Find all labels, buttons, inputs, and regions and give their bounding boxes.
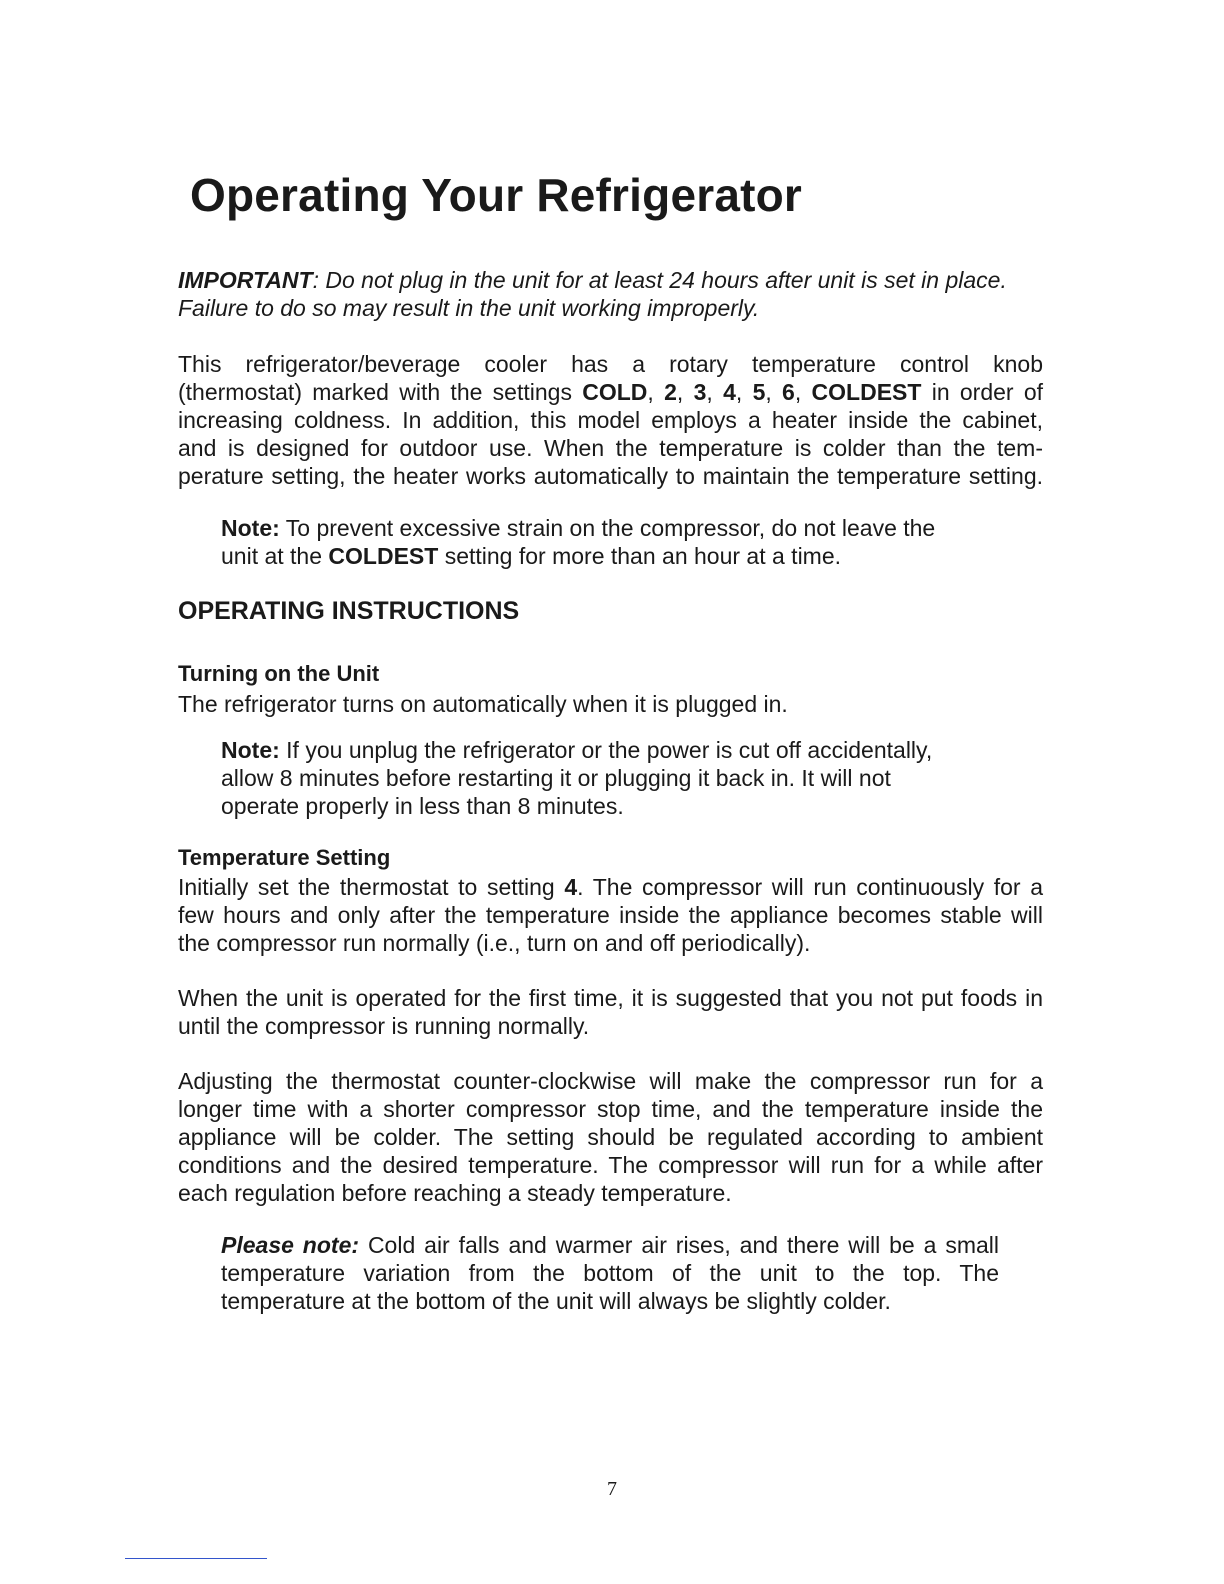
please-note-line-3: temperature at the bottom of the unit will always be slightly colder. [221,1288,891,1314]
setting-separator: , [647,379,665,405]
temperature-setting-paragraph [178,873,1043,957]
setting-2: 2 [664,379,677,405]
setting-separator: , [676,379,694,405]
adjusting-line-4: conditions and the desired temperature. The compressor will run for a while after [178,1152,1043,1178]
note1-label: Note: [221,515,280,541]
note1-line-1 [221,514,1001,542]
setting-3: 3 [693,379,707,405]
important-colon: : [312,267,319,293]
temp-line-1-post: . The compressor will run continuously for a [577,874,1044,900]
temp-line-1 [178,873,1043,901]
turning-on-paragraph [178,690,1043,718]
intro-line-3: increasing coldness. In addition, this model employs a heater inside the cabinet, [178,407,1043,433]
note-compressor-strain [221,514,1001,570]
adjusting-line-2: longer time with a shorter compressor stop time, and the temperature inside the [178,1096,1043,1122]
setting-separator: , [735,379,753,405]
temp-line-3: the compressor run normally (i.e., turn on and off periodically). [178,930,811,956]
please-note-line-2: temperature variation from the bottom of the unit to the top. The [221,1260,999,1286]
important-paragraph [178,266,1043,322]
adjusting-line-1: Adjusting the thermostat counter-clockwise will make the compressor run for a [178,1068,1043,1094]
note-unplug [221,736,981,820]
first-time-line-2: until the compressor is running normally. [178,1013,590,1039]
important-text-1: Do not plug in the unit for at least 24 hours after unit is set in place. [318,267,1007,293]
intro-line-5: perature setting, the heater works automatically to maintain the temperature setting. [178,463,1043,489]
please-note-text-1: Cold air falls and warmer air rises, and there will be a small [359,1232,999,1258]
note2-text-1: If you unplug the refrigerator or the power is cut off accidentally, [279,737,933,763]
note1-line-2-post: setting for more than an hour at a time. [438,543,842,569]
note2-line-1 [221,736,981,764]
first-time-line-1: When the unit is operated for the first time, it is suggested that you not put foods in [178,985,1043,1011]
setting-6: 6 [782,379,795,405]
please-note-label: Please note: [221,1232,360,1258]
setting-4: 4 [723,379,736,405]
intro-line-2 [178,378,1043,406]
intro-line-1: This refrigerator/beverage cooler has a rotary temperature control knob [178,351,1043,377]
note1-text-1: To prevent excessive strain on the compressor, do not leave the [279,515,936,541]
temp-line-1-pre: Initially set the thermostat to setting [178,874,565,900]
note2-label: Note: [221,737,280,763]
note2-line-2: allow 8 minutes before restarting it or plugging it back in. It will not [221,765,891,791]
setting-cold: COLD [582,379,648,405]
setting-5: 5 [752,379,766,405]
page-title: Operating Your Refrigerator [190,169,803,221]
intro-line-2-pre: (thermostat) marked with the settings [178,379,583,405]
important-line-2: Failure to do so may result in the unit working improperly. [178,295,760,321]
first-time-paragraph [178,984,1043,1040]
page-number: 7 [607,1478,617,1500]
note1-coldest: COLDEST [328,543,439,569]
temp-setting-value: 4 [564,874,578,900]
important-label: IMPORTANT [178,267,313,293]
intro-line-2-post: in order of [921,379,1044,405]
please-note-paragraph [221,1231,999,1315]
setting-separator: , [706,379,724,405]
subheading-turning-on: Turning on the Unit [178,661,380,686]
adjusting-paragraph [178,1067,1043,1207]
intro-paragraph [178,350,1043,490]
important-line-1 [178,266,1043,294]
setting-separator: , [765,379,783,405]
please-note-line-1 [221,1231,999,1259]
setting-coldest: COLDEST [811,379,922,405]
adjusting-line-3: appliance will be colder. The setting should be regulated according to ambient [178,1124,1043,1150]
adjusting-line-5: each regulation before reaching a steady temperature. [178,1180,732,1206]
section-heading-operating-instructions: OPERATING INSTRUCTIONS [178,597,520,625]
note2-line-3: operate properly in less than 8 minutes. [221,793,624,819]
temp-line-2: few hours and only after the temperature inside the appliance becomes stable will [178,902,1043,928]
note1-line-2 [221,542,1001,570]
edge-rule [125,1558,267,1559]
note1-line-2-pre: unit at the [221,543,329,569]
setting-separator: , [794,379,812,405]
intro-line-4: and is designed for outdoor use. When the temperature is colder than the tem- [178,435,1043,461]
subheading-temperature-setting: Temperature Setting [178,845,391,870]
turning-on-text: The refrigerator turns on automatically when it is plugged in. [178,691,788,717]
